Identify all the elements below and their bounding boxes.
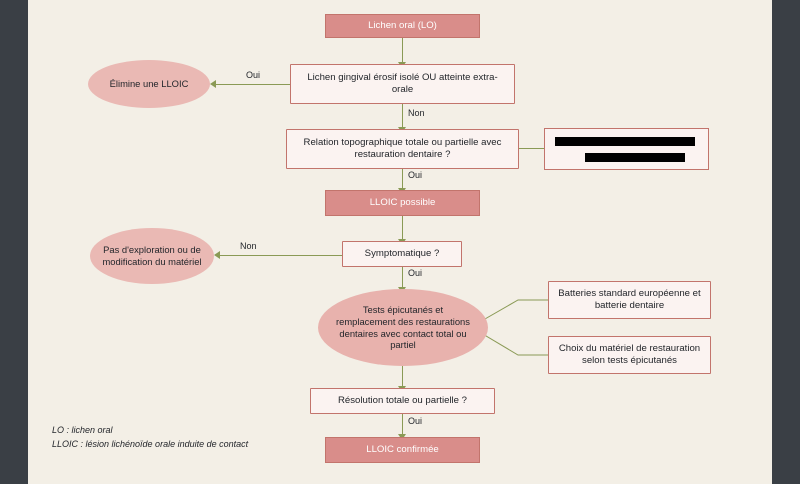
left-frame-bar [0,0,28,484]
node-lloic-confirmed[interactable]: LLOIC confirmée [325,437,480,463]
redaction-bar-top [555,137,695,146]
legend-line-1: LO : lichen oral [52,425,113,435]
flowchart-stage [28,0,772,484]
node-resolution[interactable]: Résolution totale ou partielle ? [310,388,495,414]
node-topographic-relation[interactable]: Relation topographique totale ou partielle avec restauration dentaire ? [286,129,519,169]
connector-resolution-to-confirmed [402,414,403,436]
node-lloic-possible[interactable]: LLOIC possible [325,190,480,216]
node-no-exploration[interactable]: Pas d'exploration ou de modification du matériel [90,228,214,284]
edge-label-oui-3: Oui [408,268,423,278]
edge-label-oui-2: Oui [408,170,423,180]
edge-label-oui-1: Oui [246,70,261,80]
right-frame-bar [772,0,800,484]
connector-tests-to-resolution [402,366,403,388]
edge-label-oui-4: Oui [408,416,423,426]
node-material-choice[interactable]: Choix du matériel de restauration selon tests épicutanés [548,336,711,374]
node-patch-tests[interactable]: Tests épicutanés et remplacement des restaurations dentaires avec contact total ou partiel [318,289,488,366]
node-redacted-panel[interactable] [544,128,709,170]
node-symptomatic[interactable]: Symptomatique ? [342,241,462,267]
edge-label-non-1: Non [408,108,425,118]
edge-label-non-2: Non [240,241,257,251]
node-exclude-lloic[interactable]: Élimine une LLOIC [88,60,210,108]
node-batteries[interactable]: Batteries standard européenne et batterie dentaire [548,281,711,319]
redaction-bar-bottom [585,153,685,162]
legend [52,424,248,451]
node-start[interactable]: Lichen oral (LO) [325,14,480,38]
legend-line-2: LLOIC : lésion lichénoïde orale induite de contact [52,438,249,449]
node-criteria[interactable]: Lichen gingival érosif isolé OU atteinte extra-orale [290,64,515,104]
